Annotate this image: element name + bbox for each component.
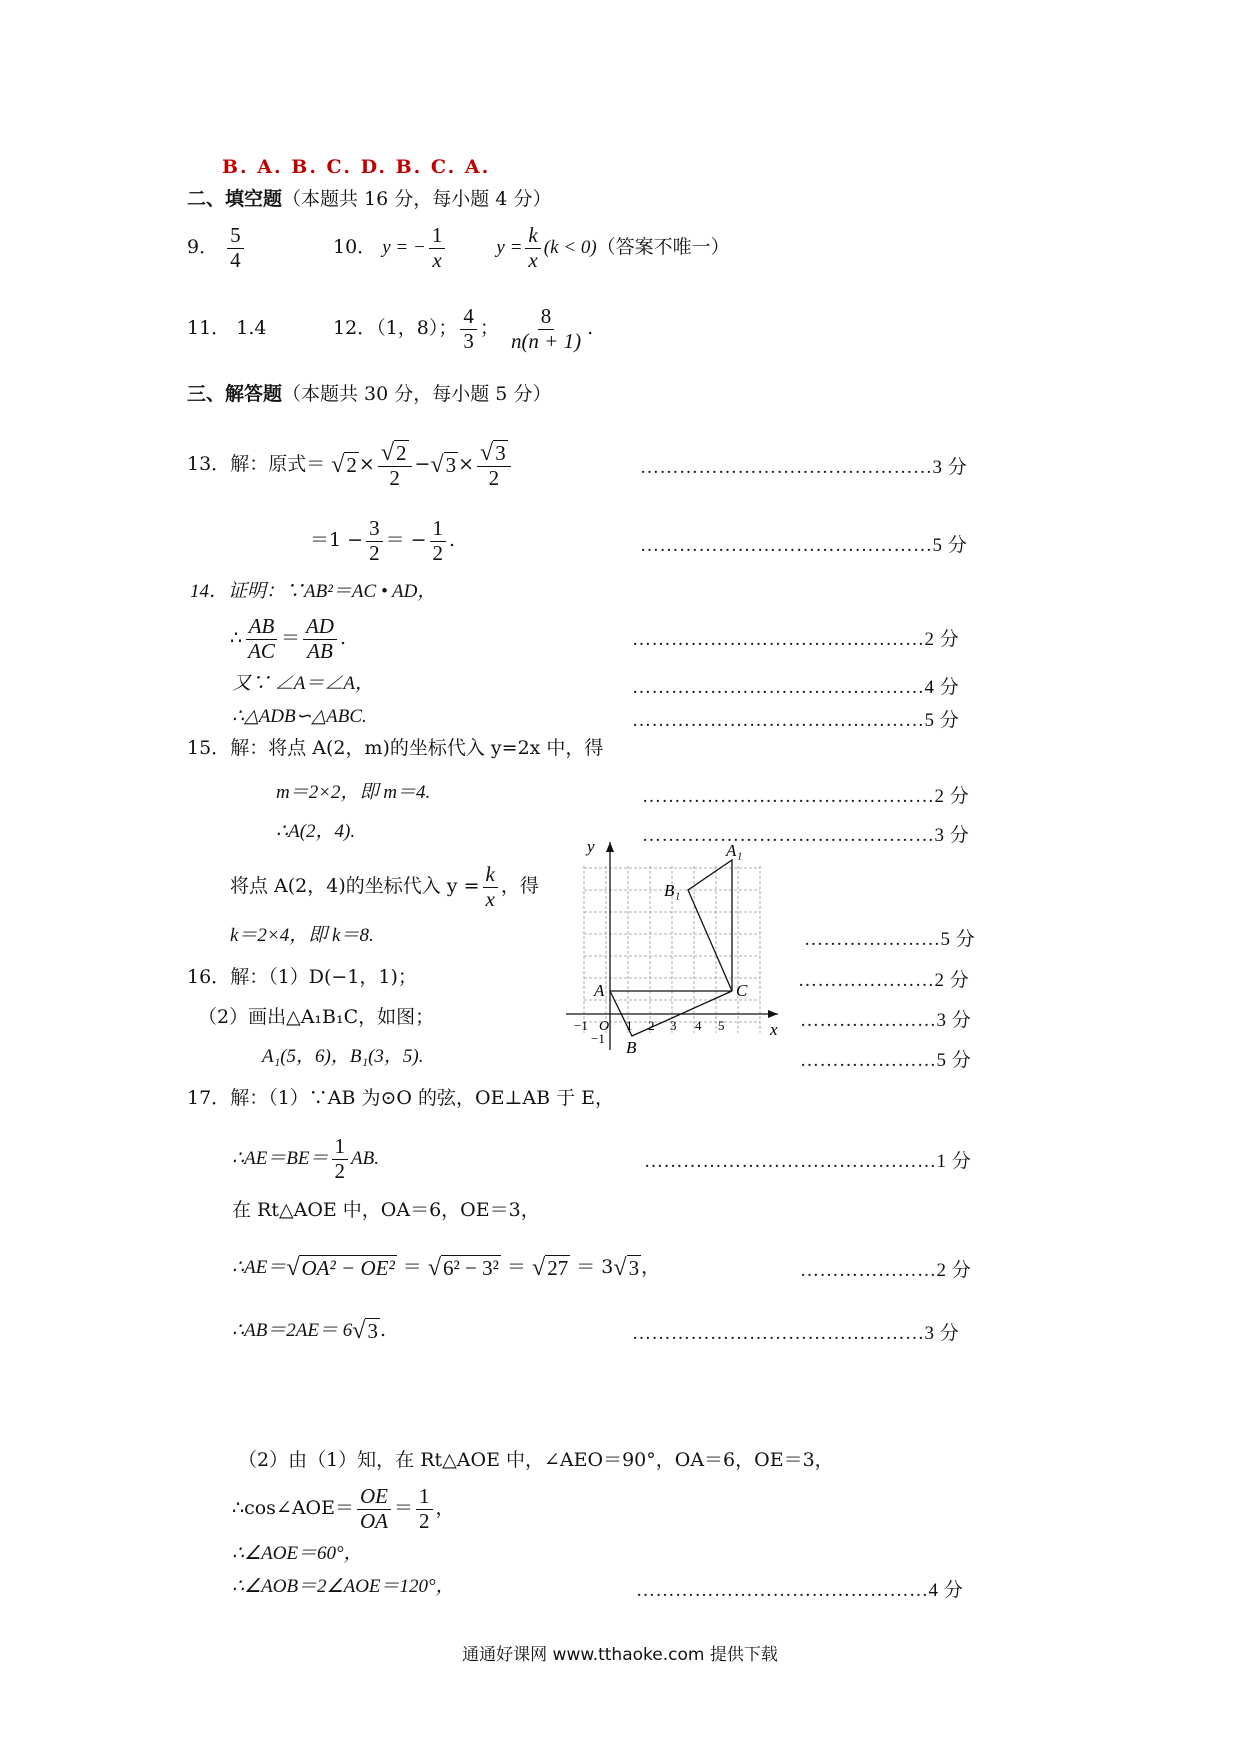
section-3-title: 三、解答题 [187,383,283,405]
point-B1-label: B₁ [664,881,681,900]
q17-points-1: ………………………………………1 分 [644,1151,972,1172]
q11-number: 11． [187,317,231,339]
q16-line2: （2）画出△A₁B₁C，如图； [198,1006,435,1028]
q17-half-fraction [332,1135,349,1182]
q17-cos-num: OE [357,1485,391,1509]
q14-f2-num: AD [303,615,337,639]
q15-text4: 将点 A(2，4)的坐标代入 y = [230,875,480,897]
q17-line3: 在 Rt△AOE 中，OA＝6，OE＝3， [232,1199,540,1221]
q9-numerator: 5 [227,224,244,248]
q12-separator: ； [479,317,499,339]
q13-points-5: ………………………………………5 分 [640,535,968,556]
q17-line5 [232,1308,386,1353]
q17-cos-eq: ＝ [394,1497,414,1519]
q12-f2-num: 8 [538,305,555,329]
q17-cos-half-num: 1 [416,1485,433,1509]
point-A-label: A [594,981,605,1000]
q14-frac2 [303,615,337,662]
point-B-label: B [626,1038,637,1056]
q15-f-num: k [483,863,498,887]
q13-line2-end: . [449,529,456,551]
q17-line4: ∴AE＝√OA² − OE² ＝ √6² − 3² ＝ √27 ＝ 3√3 ， [232,1245,660,1290]
q12-f2-den: n(n + 1) [510,328,582,353]
q17-cos-den: OA [360,1508,389,1533]
q17-text5: ∴AB＝2AE＝ 6 [232,1320,353,1341]
y-axis-label: y [587,837,595,856]
q15-points-3: ………………………………………3 分 [642,825,970,846]
q17-line1 [187,1086,614,1110]
q15-fraction [483,863,498,910]
q17-root5: √3 [352,1318,378,1344]
q13-frac4: $\frac{1}{2}$ [430,517,447,564]
q14-points-5: ………………………………………5 分 [632,710,960,731]
q17-eq3: ＝ 3 [576,1256,614,1278]
q10-number: 10． [333,236,377,258]
x-axis-label: x [770,1020,778,1039]
q15-line3: ∴A(2，4). [276,821,356,842]
q13-points-3: ………………………………………3 分 [640,457,968,478]
q9-denominator: 4 [230,247,241,272]
q17-text2: ∴AE＝BE＝ [232,1148,329,1169]
page-footer: 通通好课网 www.tthaoke.com 提供下载 [462,1645,778,1665]
q10-note: （答案不唯一） [596,236,730,258]
q14-line2: ∴ $\frac{AB}{AC}$ ＝ $\frac{AD}{AB}$ . [230,614,346,663]
q14-proof-start: 证明：∵AB²＝AC • AD， [228,581,437,602]
triangle-A1B1C [688,860,732,991]
q12-f1-den: 3 [463,328,474,353]
q16-points-5: …………………5 分 [800,1050,972,1071]
y-tick-neg1: −1 [591,1031,605,1046]
section-2-heading [187,187,551,211]
q9-fraction [227,224,244,271]
q17-line4-end: ， [641,1256,661,1278]
q17-cos-fraction [357,1485,391,1532]
q14-therefore: ∴ [230,627,243,649]
q15-line2: m＝2×2，即 m＝4. [276,782,431,803]
q13-frac1: $\frac{√2}{2}$ [378,440,412,490]
q12-fraction1 [460,305,477,352]
q15-line4 [230,856,539,916]
q13-frac3: $\frac{3}{2}$ [366,517,383,564]
x-tick-5: 5 [718,1018,725,1033]
q14-number: 14． [190,581,229,602]
x-tick-2: 2 [648,1018,655,1033]
q10-condition: (k < 0) [543,237,597,258]
q15-line1 [187,736,603,760]
q17-text1: 解：（1）∵AB 为⊙O 的弦，OE⊥AB 于 E， [230,1087,614,1109]
q13-frac2: $\frac{√3}{2}$ [477,440,511,490]
q14-f1-den: AC [248,638,275,663]
q17-part2-line3: ∴∠AOE＝60°， [232,1543,363,1564]
q13-number: 13． [187,453,231,475]
q14-line4: ∴△ADB∽△ABC. [232,706,367,727]
q17-root4: √3 [613,1255,640,1281]
q15-line5: k＝2×4，即 k＝8. [230,925,374,946]
x-tick-1: 1 [626,1018,633,1033]
q17-points-3: ………………………………………3 分 [632,1323,960,1344]
q10-answer1-fraction [429,224,446,271]
q16-points-3: …………………3 分 [800,1010,972,1031]
q17-text2-end: AB. [351,1148,379,1169]
section-3-heading [187,382,551,406]
q17-cos-lead: ∴cos∠AOE＝ [232,1497,355,1519]
q17-text4: ∴AE＝ [232,1257,287,1278]
q10 [333,222,730,273]
q17-number: 17． [187,1087,231,1109]
q14-f2-den: AB [307,638,333,663]
q17-cos-end: ， [435,1497,455,1519]
q13-line2-eq: ＝ − [385,529,427,551]
q17-root3: √27 [532,1255,569,1281]
q14-line3: 又∵ ∠A＝∠A， [232,673,374,694]
q15-text4-end: ，得 [500,875,539,897]
q10-a2-den: x [528,247,538,272]
q17-half-num: 1 [332,1135,349,1159]
q14-f1-num: AB [246,615,278,639]
point-C-label: C [736,981,748,1000]
q10-answer1-lead: y = − [382,237,426,258]
q17-part2-line2 [232,1478,455,1538]
q14-line1 [190,580,436,604]
q9-number: 9． [187,236,219,258]
q17-cos-half [416,1485,433,1532]
q13-sqrt3: √3 [430,452,457,478]
section-2-title: 二、填空题 [187,188,283,210]
q17-half-den: 2 [334,1158,346,1183]
q17-line5-end: . [379,1319,386,1341]
coordinate-graph [556,836,786,1056]
q12-number: 12． [333,317,377,339]
q16-line3: A₁(5，6)，B₁(3，5). [262,1046,424,1067]
q17-part2-line1: （2）由（1）知，在 Rt△AOE 中，∠AEO＝90°，OA＝6，OE＝3， [238,1449,834,1471]
q17-root1: √OA² − OE² [286,1255,395,1281]
options-tail: B. A. B. C. D. B. C. A. [222,156,491,178]
q12-fraction2 [508,305,584,352]
q10-answer2-lead: y = [496,237,523,258]
q13-sqrt2: √2 [331,452,357,478]
q17-line2 [232,1128,379,1189]
y-axis-arrow-icon [606,842,614,852]
q12 [333,303,593,353]
q11 [187,303,266,353]
q13-line2 [310,512,455,568]
q17-points-2: …………………2 分 [800,1260,972,1281]
q11-answer: 1.4 [236,317,267,339]
q15-points-5: …………………5 分 [804,929,976,950]
q14-points-4: ………………………………………4 分 [632,677,960,698]
q14-points-2: ………………………………………2 分 [632,629,960,650]
q12-f1-num: 4 [460,305,477,329]
x-tick-3: 3 [670,1018,677,1033]
q15-number: 15． [187,737,231,759]
q17-root2: √6² − 3² [427,1255,499,1281]
q16-points-2: …………………2 分 [798,970,970,991]
q15-points-2: ………………………………………2 分 [642,786,970,807]
q9 [187,222,247,272]
q10-a1-den: x [432,247,442,272]
q14-frac1 [245,615,278,662]
q12-answer1: （1，8）； [376,317,458,339]
q16-number: 16． [187,966,231,988]
q15-text1: 解：将点 A(2，m)的坐标代入 y=2x 中，得 [230,737,604,759]
section-2-note: （本题共 16 分，每小题 4 分） [282,188,552,210]
q16-line1 [187,965,417,989]
q13-line1: 13．解：原式＝ √2 × $\frac{√2}{2}$ −√3 × $\frac{√3}{2}$ [187,434,514,495]
q10-answer2-fraction [525,224,540,271]
q15-f-den: x [485,886,495,911]
q17-cos-half-den: 2 [419,1508,430,1533]
q16-text1: 解：（1）D(−1，1)； [230,966,417,988]
q17-part2-line4: ∴∠AOB＝2∠AOE＝120°， [232,1576,455,1597]
x-tick-4: 4 [695,1018,702,1033]
x-tick-neg1: −1 [574,1018,588,1033]
q12-end: . [587,317,594,339]
q17-points-4: ………………………………………4 分 [636,1580,964,1601]
q10-a2-num: k [525,224,540,248]
origin-label: O [599,1019,610,1034]
point-A1-label: A₁ [726,841,743,860]
x-axis-arrow-icon [768,1010,778,1018]
q13-lead: 解：原式＝ [230,453,326,475]
q13-line2-lead: ＝1 − [310,529,364,551]
section-3-note: （本题共 30 分，每小题 5 分） [282,383,552,405]
q10-a1-num: 1 [429,224,446,248]
